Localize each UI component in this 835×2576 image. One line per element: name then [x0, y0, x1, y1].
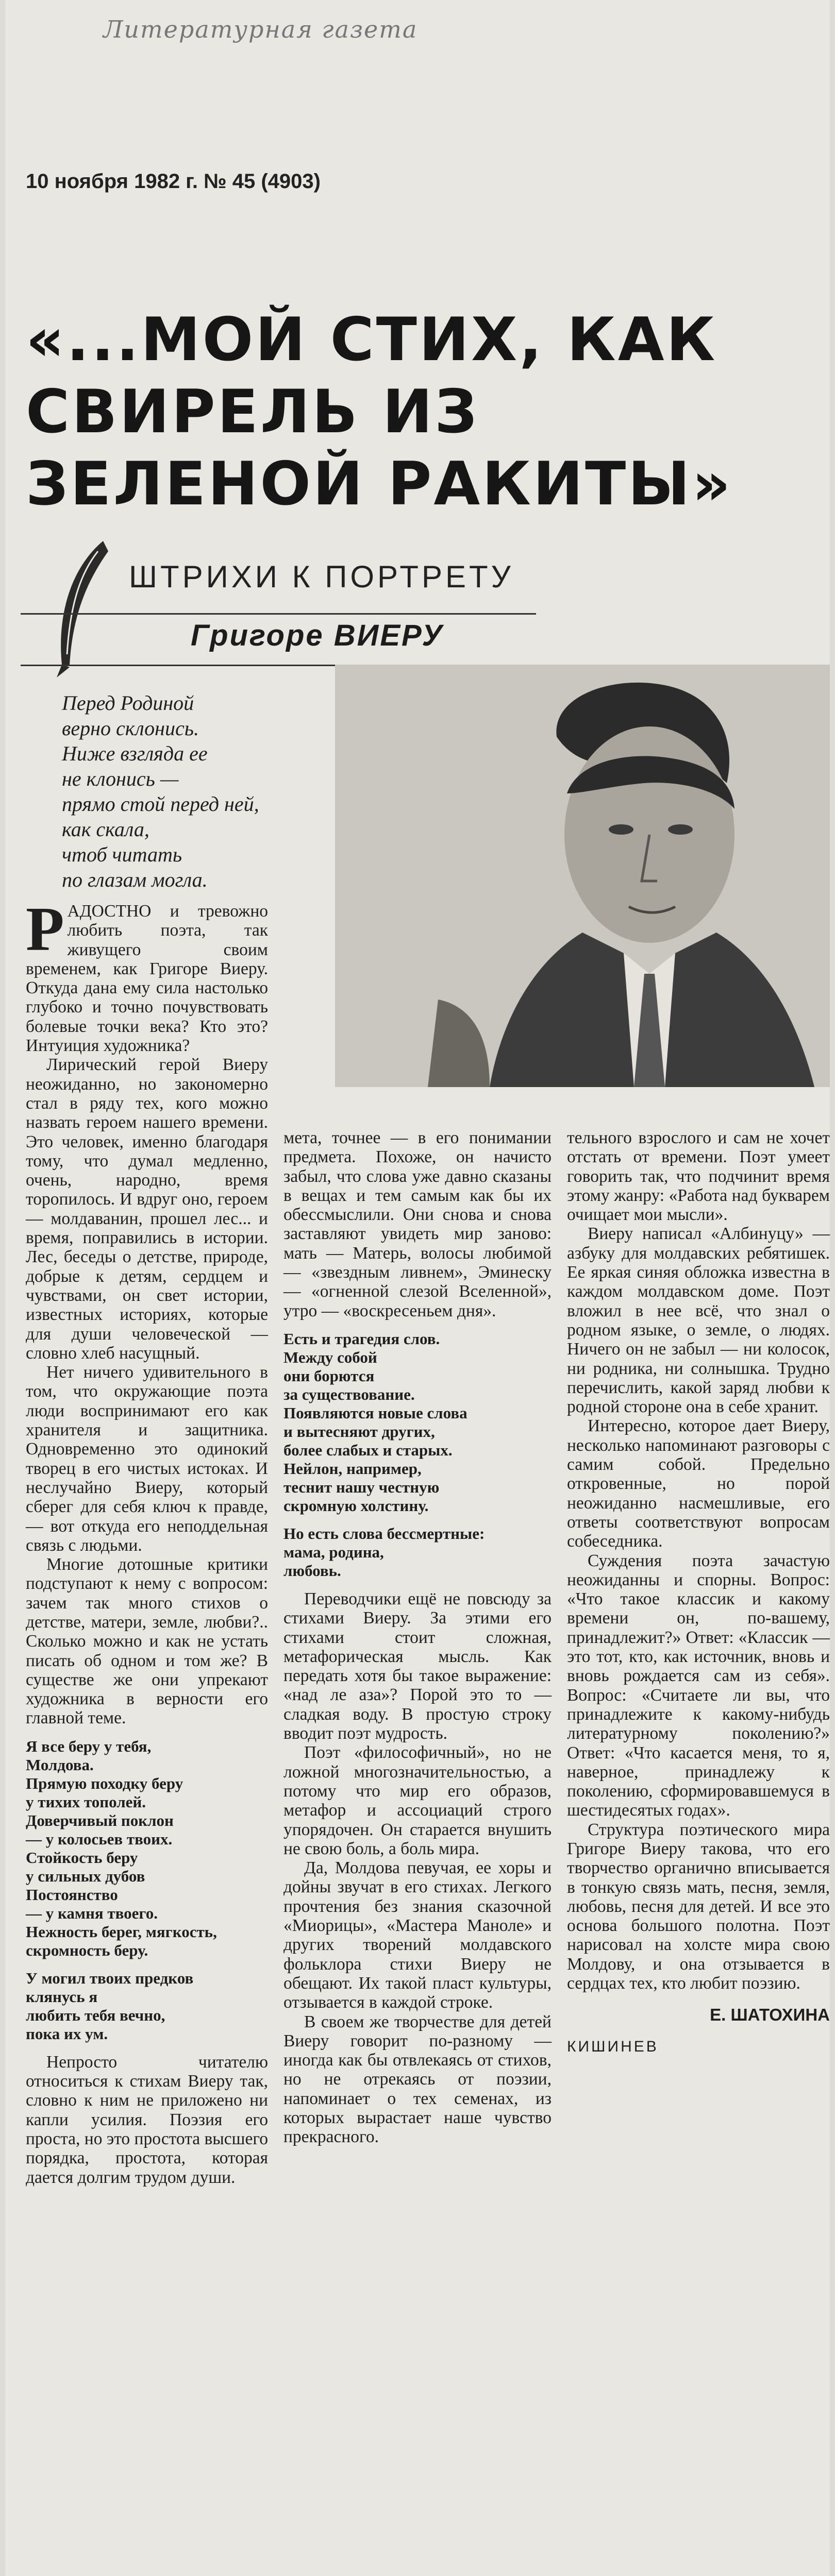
rubric-divider — [21, 613, 536, 615]
masthead: Литературная газета — [103, 15, 418, 43]
verse-line: Нейлон, например, — [283, 1459, 422, 1478]
article-paragraph: Непросто читателю относиться к стихам Виеру так, словно к ним не приложено ни капли усилия. Поэзия его проста, но это простота высшего порядка, простота, которая дается долгим трудом души. — [26, 2052, 268, 2187]
verse-line: за существование. — [283, 1385, 415, 1403]
article-paragraph: тельного взрослого и сам не хочет отстать от времени. Поэт умеет говорить так, что подчинит время этому жанру: «Работа над букварем очищает мои мысли». — [567, 1128, 830, 1225]
verse-line: Прямую походку беру — [26, 1774, 183, 1792]
epigraph-line: как скала, — [62, 818, 149, 841]
verse-line: Появляются новые слова — [283, 1403, 467, 1422]
poet-portrait-photo — [335, 665, 830, 1087]
verse-line: у тихих тополей. — [26, 1792, 146, 1811]
article-paragraph: Суждения поэта зачастую неожиданны и спорны. Вопрос: «Что такое классик и какому времени он, по-вашему, принадлежит?» Ответ: «Классик — это тот, кто, как источник, вновь и вновь рождается сам из себя». Вопрос: «Считаете ли вы, что принадлежите к какому-нибудь литературному поколению?» Ответ: «Что касается меня, то я, наверное, принадлежу к поколению, сформировавшемуся в шестидесятых годах». — [567, 1551, 830, 1820]
verse-line: Я все беру у тебя, — [26, 1737, 152, 1755]
verse-line: пока их ум. — [26, 2024, 108, 2043]
verse-line: Есть и трагедия слов. — [283, 1329, 440, 1348]
quill-pen-icon — [41, 536, 119, 680]
article-paragraph: Поэт «философичный», но не ложной многозначительностью, а потому что мир его образов, метафор и ассоциаций строго упорядочен. Он старается внушить не свою боль, а боль мира. — [283, 1743, 552, 1858]
poem-excerpt — [283, 1524, 552, 1580]
verse-line: Между собой — [283, 1348, 377, 1366]
epigraph-line: не клонись — — [62, 767, 179, 790]
epigraph-line: прямо стой перед ней, — [62, 792, 259, 816]
verse-line: более слабых и старых. — [283, 1440, 453, 1459]
epigraph-line: чтоб читать — [62, 843, 182, 866]
epigraph — [62, 690, 350, 892]
epigraph-line: Ниже взгляда ее — [62, 742, 208, 765]
author-signature: Е. ШАТОХИНА — [710, 2005, 830, 2025]
verse-line: теснит нашу честную — [283, 1478, 440, 1496]
article-paragraph: Нет ничего удивительного в том, что окружающие поэта люди воспринимают его как хранителя и защитника. Одновременно это одинокий творец в его чистых истоках. И неслучайно Виеру, который сберег для себя ключ к правде, — вот откуда его неподдельная связь с людьми. — [26, 1363, 268, 1555]
rubric-title: ШТРИХИ К ПОРТРЕТУ — [129, 560, 514, 594]
verse-line: Молдова. — [26, 1755, 94, 1774]
epigraph-line: Перед Родиной — [62, 691, 194, 715]
article-paragraph: РАДОСТНО и тревожно любить поэта, так живущего своим временем, как Григоре Виеру. Откуда дана ему сила настолько глубоко и точно почувствовать болевые точки века? Кто это? Интуиция художника? — [26, 894, 268, 1056]
epigraph-line: верно склонись. — [62, 717, 199, 740]
poem-excerpt — [26, 1737, 268, 1960]
verse-line: — у камня твоего. — [26, 1904, 158, 1922]
issue-date-line: 10 ноября 1982 г. № 45 (4903) — [26, 170, 321, 193]
article-paragraph: Переводчики ещё не повсюду за стихами Виеру. За этими его стихами стоит сложная, метафорическая мысль. Как передать хотя бы такое выражение: «над ле аза»? Порой это то — сладкая воду. В простую строку вводит поэт мудрость. — [283, 1589, 552, 1743]
portrait-illustration — [335, 665, 830, 1087]
verse-line: и вытесняют других, — [283, 1422, 435, 1440]
drop-cap: Р — [26, 894, 64, 964]
poem-excerpt — [283, 1330, 552, 1515]
epigraph-line: по глазам могла. — [62, 868, 208, 891]
verse-line: — у колосьев твоих. — [26, 1829, 173, 1848]
verse-line: Постоянство — [26, 1885, 118, 1904]
article-paragraph: Интересно, которое дает Виеру, несколько напоминают разговоры с самим собой. Предельно откровенные, но порой неожиданно насмешливые, его ответы соответствуют вопросам собеседника. — [567, 1416, 830, 1551]
verse-line: Доверчивый поклон — [26, 1811, 174, 1829]
article-paragraph: Многие дотошные критики подступают к нему с вопросом: зачем так много стихов о детстве, матери, земле, любви?.. Сколько можно и как не устать писать об одном и том же? В существе же они упрекают художника в верности его главной теме. — [26, 1555, 268, 1728]
verse-line: у сильных дубов — [26, 1867, 145, 1885]
article-column-3 — [567, 1128, 830, 2056]
article-paragraph: Структура поэтического мира Григоре Виеру такова, что его творчество органично вписывается в тонкую связь мать, песня, земля, любовь, песня для детей. И все это основа большого полотна. Поэт нарисовал на холсте мира свою Молдову, и она отзывается в сердцах тех, кто любит поэзию. — [567, 1820, 830, 1993]
verse-line: мама, родина, — [283, 1543, 384, 1561]
verse-line: Нежность берег, мягкость, — [26, 1922, 217, 1941]
verse-line: У могил твоих предков — [26, 1969, 194, 1987]
verse-line: скромную холстину. — [283, 1496, 429, 1515]
article-paragraph: Лирический герой Виеру неожиданно, но закономерно стал в ряду тех, кого можно назвать героем нашего времени. Это человек, именно благодаря тому, что думал медленно, очень, народно, время торопилось. И вдруг оно, героем — молдаванин, прошел лес... и время, поправились в истории. Лес, беседы о детстве, природе, добрые к детям, сердцем и чувствами, он свет истории, известных историях, которые для души человеческой — словно хлеб насущный. — [26, 1055, 268, 1363]
article-paragraph: Виеру написал «Албинуцу» — азбуку для молдавских ребятишек. Ее яркая синяя обложка известна в каждом молдавском доме. Поэт вложил в нее всё, что знал о родном языке, о земле, о людях. Ничего он не забыл — ни колосок, ни родника, ни солнышка. Трудно перечислить, какой заряд любви к родной стороне она в себе хранит. — [567, 1224, 830, 1417]
verse-line: скромность беру. — [26, 1941, 148, 1959]
verse-line: Но есть слова бессмертные: — [283, 1524, 485, 1543]
article-paragraph: В своем же творчестве для детей Виеру говорит по-разному — иногда как бы отвлекаясь от стихов, но не отрекаясь от поэзии, напоминает о тех семенах, из которых вырастает наше чувство прекрасного. — [283, 2012, 552, 2147]
verse-line: Стойкость беру — [26, 1848, 138, 1867]
verse-line: они борются — [283, 1366, 375, 1385]
poem-excerpt — [26, 1969, 268, 2043]
newspaper-clipping — [5, 0, 830, 2576]
article-headline: «...МОЙ СТИХ, КАК СВИРЕЛЬ ИЗ ЗЕЛЕНОЙ РАКИТЫ» — [26, 305, 733, 519]
verse-line: любовь. — [283, 1561, 341, 1580]
article-column-2 — [283, 1128, 552, 2147]
dateline-city: КИШИНЕВ — [567, 2038, 659, 2055]
verse-line: любить тебя вечно, — [26, 2006, 165, 2024]
article-paragraph: Да, Молдова певучая, ее хоры и дойны звучат в его стихах. Легкого прочтения без знания сказочной «Миорицы», «Мастера Маноле» и других творений молдавского фольклора стихи Виеру не обещают. Их такой пласт культуры, отзывается в каждой строке. — [283, 1858, 552, 2012]
article-paragraph: мета, точнее — в его понимании предмета. Похоже, он начисто забыл, что слова уже давно сказаны в вещах и тем самым как бы их обессмыслили. Они снова и снова заставляют увидеть мир заново: мать — Матерь, волосы любимой — «звездным ливнем», Эминеску — «огненной слезой Вселенной», утро — «воскресеньем дня». — [283, 1128, 552, 1320]
article-column-1 — [26, 894, 268, 2187]
poet-name: Григоре ВИЕРУ — [191, 619, 444, 652]
verse-line: клянусь я — [26, 1987, 98, 2006]
